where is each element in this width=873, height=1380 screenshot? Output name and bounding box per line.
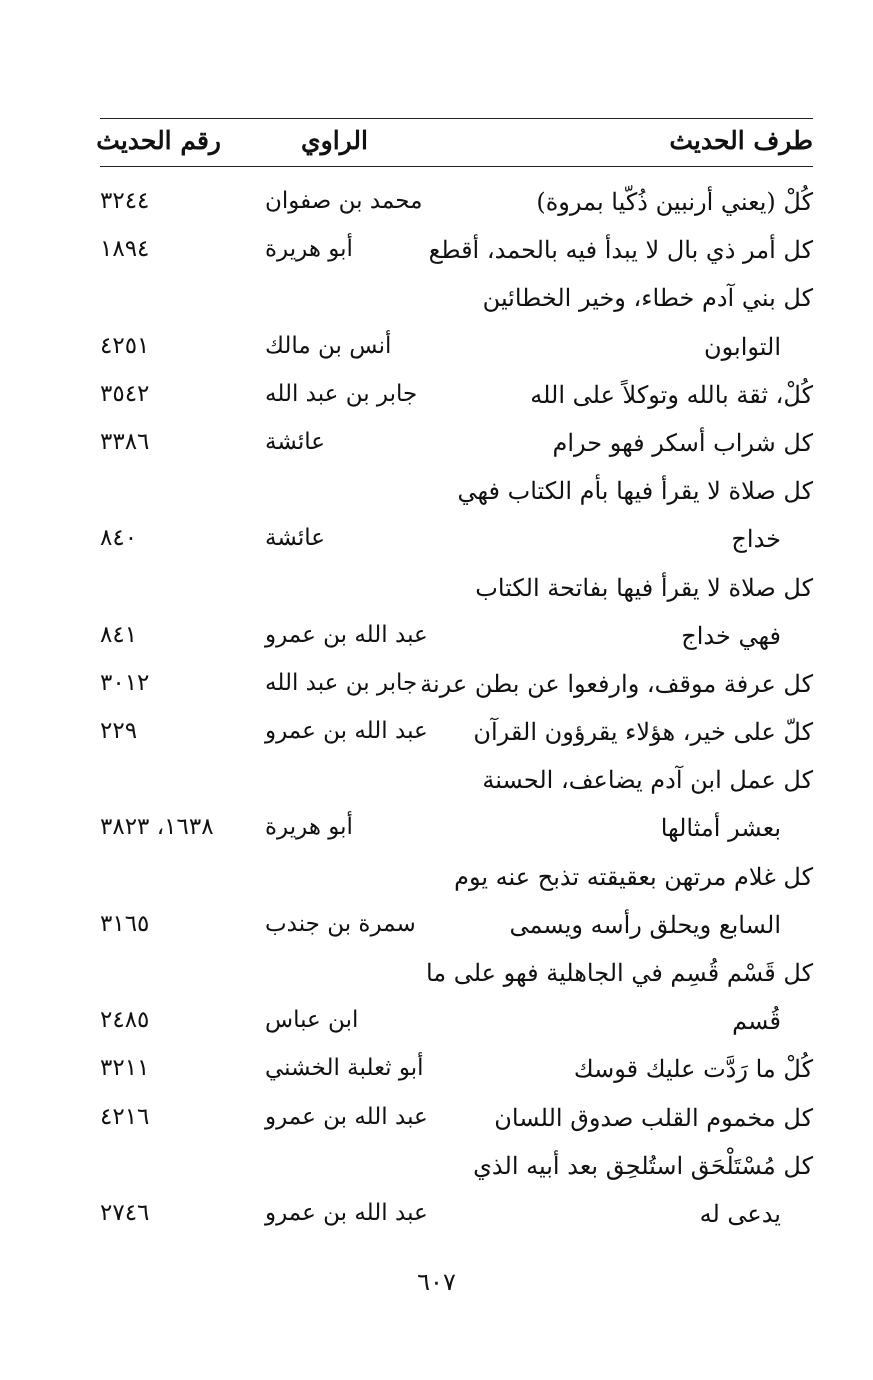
entry-line	[100, 1003, 813, 1051]
hadith-phrase: كل مخموم القلب صدوق اللسان	[494, 1103, 813, 1132]
narrator: ابن عباس	[265, 1007, 359, 1034]
page-number: ٦٠٧	[417, 1268, 456, 1296]
index-entry	[100, 1148, 813, 1244]
index-entries	[100, 184, 813, 1244]
hadith-phrase: كل أمر ذي بال لا يبدأ فيه بالحمد، أقطع	[428, 236, 813, 265]
hadith-number: ٣٠١٢	[100, 669, 150, 696]
index-entry	[100, 666, 813, 714]
entry-line	[100, 184, 813, 232]
entry-line	[100, 1100, 813, 1148]
hadith-number: ٣٢١١	[100, 1055, 150, 1082]
narrator: عبد الله بن عمرو	[265, 621, 428, 648]
hadith-phrase: كل عرفة موقف، وارفعوا عن بطن عرنة	[420, 669, 813, 698]
hadith-number: ٣٥٤٢	[100, 380, 150, 407]
index-entry	[100, 955, 813, 1051]
entry-line	[100, 666, 813, 714]
hadith-number: ١٨٩٤	[100, 236, 150, 263]
narrator: سمرة بن جندب	[265, 910, 416, 937]
hadith-number: ٢٧٤٦	[100, 1199, 150, 1226]
entry-line	[100, 1051, 813, 1099]
header-rule	[100, 166, 813, 167]
entry-line	[100, 377, 813, 425]
index-entry	[100, 1100, 813, 1148]
narrator: أبو هريرة	[265, 236, 353, 263]
hadith-number: ٤٢٥١	[100, 332, 150, 359]
hadith-phrase-continuation: التوابون	[704, 332, 781, 361]
entry-line	[100, 521, 813, 569]
top-rule	[100, 118, 813, 119]
entry-line	[100, 618, 813, 666]
hadith-number: ٣٢٤٤	[100, 188, 150, 214]
index-entry	[100, 280, 813, 376]
hadith-number: ٤٢١٦	[100, 1103, 150, 1130]
hadith-number: ٢٤٨٥	[100, 1007, 150, 1034]
table-header	[96, 120, 813, 168]
header-narrator: الراوي	[301, 126, 368, 155]
index-entry	[100, 184, 813, 232]
header-hadith-phrase: طرف الحديث	[669, 126, 813, 155]
entry-line	[100, 473, 813, 521]
index-entry	[100, 859, 813, 955]
hadith-phrase: كُلْ، ثقة بالله وتوكلاً على الله	[530, 380, 813, 409]
hadith-phrase-continuation: قُسم	[732, 1007, 781, 1036]
entry-line	[100, 955, 813, 1003]
hadith-phrase: كل غلام مرتهن بعقيقته تذبح عنه يوم	[454, 862, 813, 891]
hadith-phrase: كل شراب أسكر فهو حرام	[552, 428, 813, 457]
hadith-phrase-continuation: خداج	[731, 525, 781, 554]
entry-line	[100, 1196, 813, 1244]
hadith-phrase: كُلْ (يعني أرنبين ذُكّيا بمروة)	[536, 188, 813, 216]
index-entry	[100, 714, 813, 762]
narrator: عبد الله بن عمرو	[265, 1103, 428, 1130]
header-hadith-number: رقم الحديث	[96, 126, 221, 155]
index-entry	[100, 377, 813, 425]
entry-line	[100, 1148, 813, 1196]
hadith-number: ٨٤٠	[100, 525, 138, 552]
entry-line	[100, 859, 813, 907]
hadith-number: ٢٢٩	[100, 718, 138, 745]
narrator: عائشة	[265, 525, 325, 552]
narrator: محمد بن صفوان	[265, 188, 423, 214]
hadith-phrase: كل صلاة لا يقرأ فيها بفاتحة الكتاب	[475, 573, 813, 602]
hadith-phrase: كل عمل ابن آدم يضاعف، الحسنة	[482, 766, 813, 795]
index-entry	[100, 232, 813, 280]
hadith-phrase-continuation: بعشر أمثالها	[660, 814, 781, 843]
hadith-phrase: كل مُسْتَلْحَق استُلحِق بعد أبيه الذي	[473, 1151, 813, 1180]
index-entry	[100, 1051, 813, 1099]
hadith-phrase: كل قَسْم قُسِم في الجاهلية فهو على ما	[425, 959, 813, 987]
index-entry	[100, 762, 813, 858]
narrator: عبد الله بن عمرو	[265, 718, 428, 745]
index-entry	[100, 570, 813, 666]
entry-line	[100, 329, 813, 377]
narrator: أبو هريرة	[265, 814, 353, 841]
hadith-phrase-continuation: فهي خداج	[681, 621, 781, 650]
hadith-phrase-continuation: السابع ويحلق رأسه ويسمى	[509, 910, 781, 939]
entry-line	[100, 232, 813, 280]
entry-line	[100, 907, 813, 955]
hadith-number: ٣١٦٥	[100, 910, 150, 937]
narrator: عائشة	[265, 428, 325, 455]
entry-line	[100, 810, 813, 858]
entry-line	[100, 280, 813, 328]
hadith-number: ٨٤١	[100, 621, 138, 648]
narrator: عبد الله بن عمرو	[265, 1199, 428, 1226]
hadith-number: ١٦٣٨، ٣٨٢٣	[100, 814, 214, 841]
index-entry	[100, 473, 813, 569]
narrator: جابر بن عبد الله	[265, 669, 418, 696]
entry-line	[100, 570, 813, 618]
narrator: أنس بن مالك	[265, 332, 392, 359]
hadith-phrase-continuation: يدعى له	[699, 1199, 781, 1228]
hadith-phrase: كلّ على خير، هؤلاء يقرؤون القرآن	[473, 718, 813, 747]
hadith-phrase: كل بني آدم خطاء، وخير الخطائين	[482, 284, 813, 313]
narrator: أبو ثعلبة الخشني	[265, 1055, 424, 1082]
hadith-phrase: كل صلاة لا يقرأ فيها بأم الكتاب فهي	[457, 477, 813, 506]
entry-line	[100, 714, 813, 762]
entry-line	[100, 425, 813, 473]
entry-line	[100, 762, 813, 810]
hadith-phrase: كُلْ ما رَدَّت عليك قوسك	[573, 1055, 813, 1084]
index-entry	[100, 425, 813, 473]
narrator: جابر بن عبد الله	[265, 380, 418, 407]
hadith-number: ٣٣٨٦	[100, 428, 150, 455]
